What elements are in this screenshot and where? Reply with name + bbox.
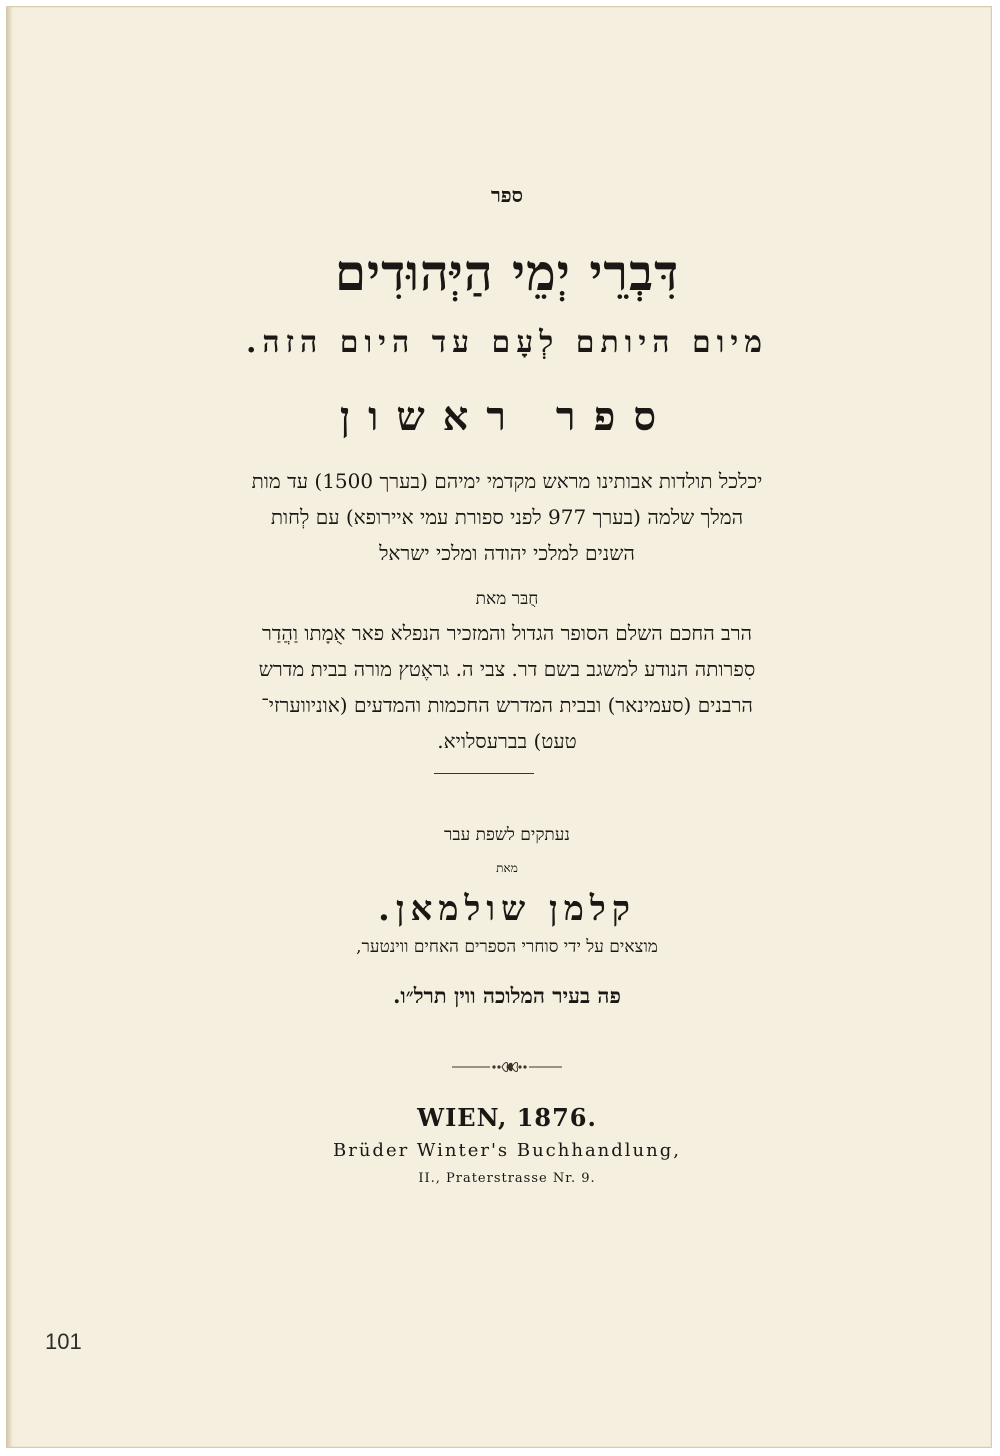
book-subtitle: מיום היותם לְעָם עד היום הזה. — [245, 325, 769, 360]
place-year-line: פה בעיר המלוכה ווין תרל״ו. — [393, 983, 621, 1008]
imprint-city-year: WIEN, 1876. — [417, 1103, 597, 1132]
section-divider — [434, 773, 534, 774]
published-by-line: מוצאים על ידי סוחרי הספרים האחים ווינטער, — [356, 937, 658, 957]
translator-name: קלמן שולמאן. — [378, 889, 636, 929]
translator-by-label: מאת — [496, 861, 518, 875]
volume-label: ספר ראשון — [339, 393, 675, 440]
author-line: הרב החכם השלם הסופר הגדול והמזכיר הנפלא פאר אֻמָתו וַהֲדַר — [261, 621, 753, 645]
description-line: השנים למלכי יהודה ומלכי ישראל — [379, 541, 635, 565]
page-number: 101 — [45, 1329, 82, 1354]
author-by-label: חֻבּר מאת — [475, 589, 539, 609]
author-line: טעט) בברעסלויא. — [437, 729, 577, 753]
author-line: הרבנים (סעמינאר) ובבית המדרש החכמות והמדעים (אוניווערזי־ — [261, 693, 753, 717]
ornament-divider-icon — [157, 1059, 857, 1073]
sefer-label: ספר — [490, 183, 524, 207]
imprint-address: II., Praterstrasse Nr. 9. — [418, 1171, 596, 1186]
imprint-publisher: Brüder Winter's Buchhandlung, — [333, 1140, 681, 1161]
description-line: יכלכל תולדות אבותינו מראש מקדמי ימיהם (בערך 1500) עד מות — [251, 469, 763, 493]
translation-label: נעתקים לשפת עבר — [444, 825, 570, 845]
page-sheet — [6, 6, 992, 1448]
description-line: המלך שלמה (בערך 977 לפני ספורת עמי איירופא) עם לְחות — [270, 505, 744, 529]
book-title: דִּבְרֵי יְמֵי הַיְּהוּדִים — [334, 243, 680, 302]
author-line: סִפרותה הנודע למשגב בשם דר. צבי ה. גראֶטץ מורה בבית מדרש — [258, 657, 756, 681]
